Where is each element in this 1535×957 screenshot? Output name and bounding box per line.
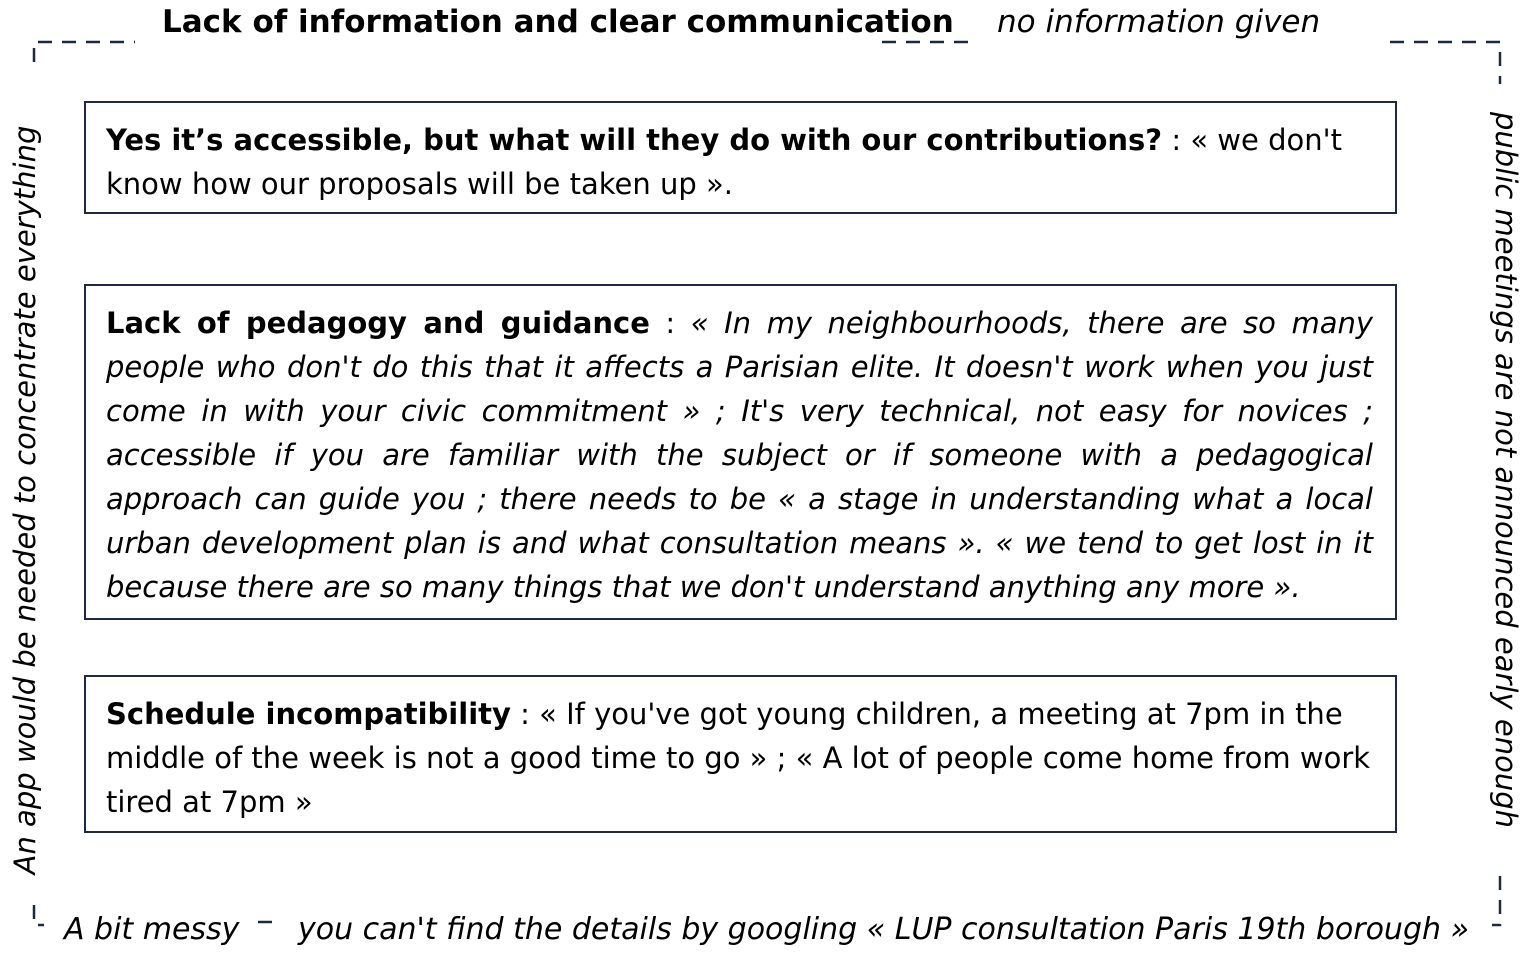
bottom-left-note: A bit messy bbox=[64, 912, 240, 947]
box-heading: Schedule incompatibility bbox=[106, 697, 511, 731]
separator: : bbox=[1162, 123, 1191, 157]
frame-top-left bbox=[34, 42, 135, 62]
pedagogy-box bbox=[84, 284, 1397, 620]
box-quote: « If you've got young children, a meeting at 7pm in the middle of the week is not a good time to go » ; « A lot of people come home from work tired at 7pm » bbox=[106, 697, 1371, 819]
bottom-right-note: you can't find the details by googling « LUP consultation Paris 19th borough » bbox=[298, 912, 1470, 947]
top-heading: Lack of information and clear communication bbox=[162, 4, 954, 40]
pedagogy-text bbox=[106, 301, 1373, 609]
separator: : bbox=[649, 306, 691, 340]
box-quote: « we don't know how our proposals will be taken up ». bbox=[106, 123, 1342, 201]
accessibility-box bbox=[84, 101, 1397, 214]
schedule-box bbox=[84, 675, 1397, 833]
right-side-note: public meetings are not announced early enough bbox=[1489, 112, 1523, 828]
accessibility-text bbox=[106, 118, 1373, 206]
schedule-text bbox=[106, 692, 1373, 824]
top-note: no information given bbox=[997, 4, 1321, 40]
separator: : bbox=[510, 697, 540, 731]
frame-bottom-left bbox=[34, 905, 44, 925]
frame-top-right bbox=[1390, 42, 1500, 84]
frame-bottom-right bbox=[1492, 876, 1500, 925]
box-heading: Lack of pedagogy and guidance bbox=[106, 306, 650, 340]
box-heading: Yes it’s accessible, but what will they do with our contributions? bbox=[106, 123, 1163, 157]
left-side-note: An app would be needed to concentrate everything bbox=[8, 125, 42, 875]
box-quote: « In my neighbourhoods, there are so many people who don't do this that it affects a Parisian elite. It doesn't work when you just come in with your civic commitment » ; It's very technical, not easy for novices ; accessible if you are familiar with the subject or if someone with a pedagogical approach can guide you ; there needs to be « a stage in understanding what a local urban development plan is and what consultation means ». « we tend to get lost in it because there are so many things that we don't understand anything any more ». bbox=[106, 306, 1374, 604]
